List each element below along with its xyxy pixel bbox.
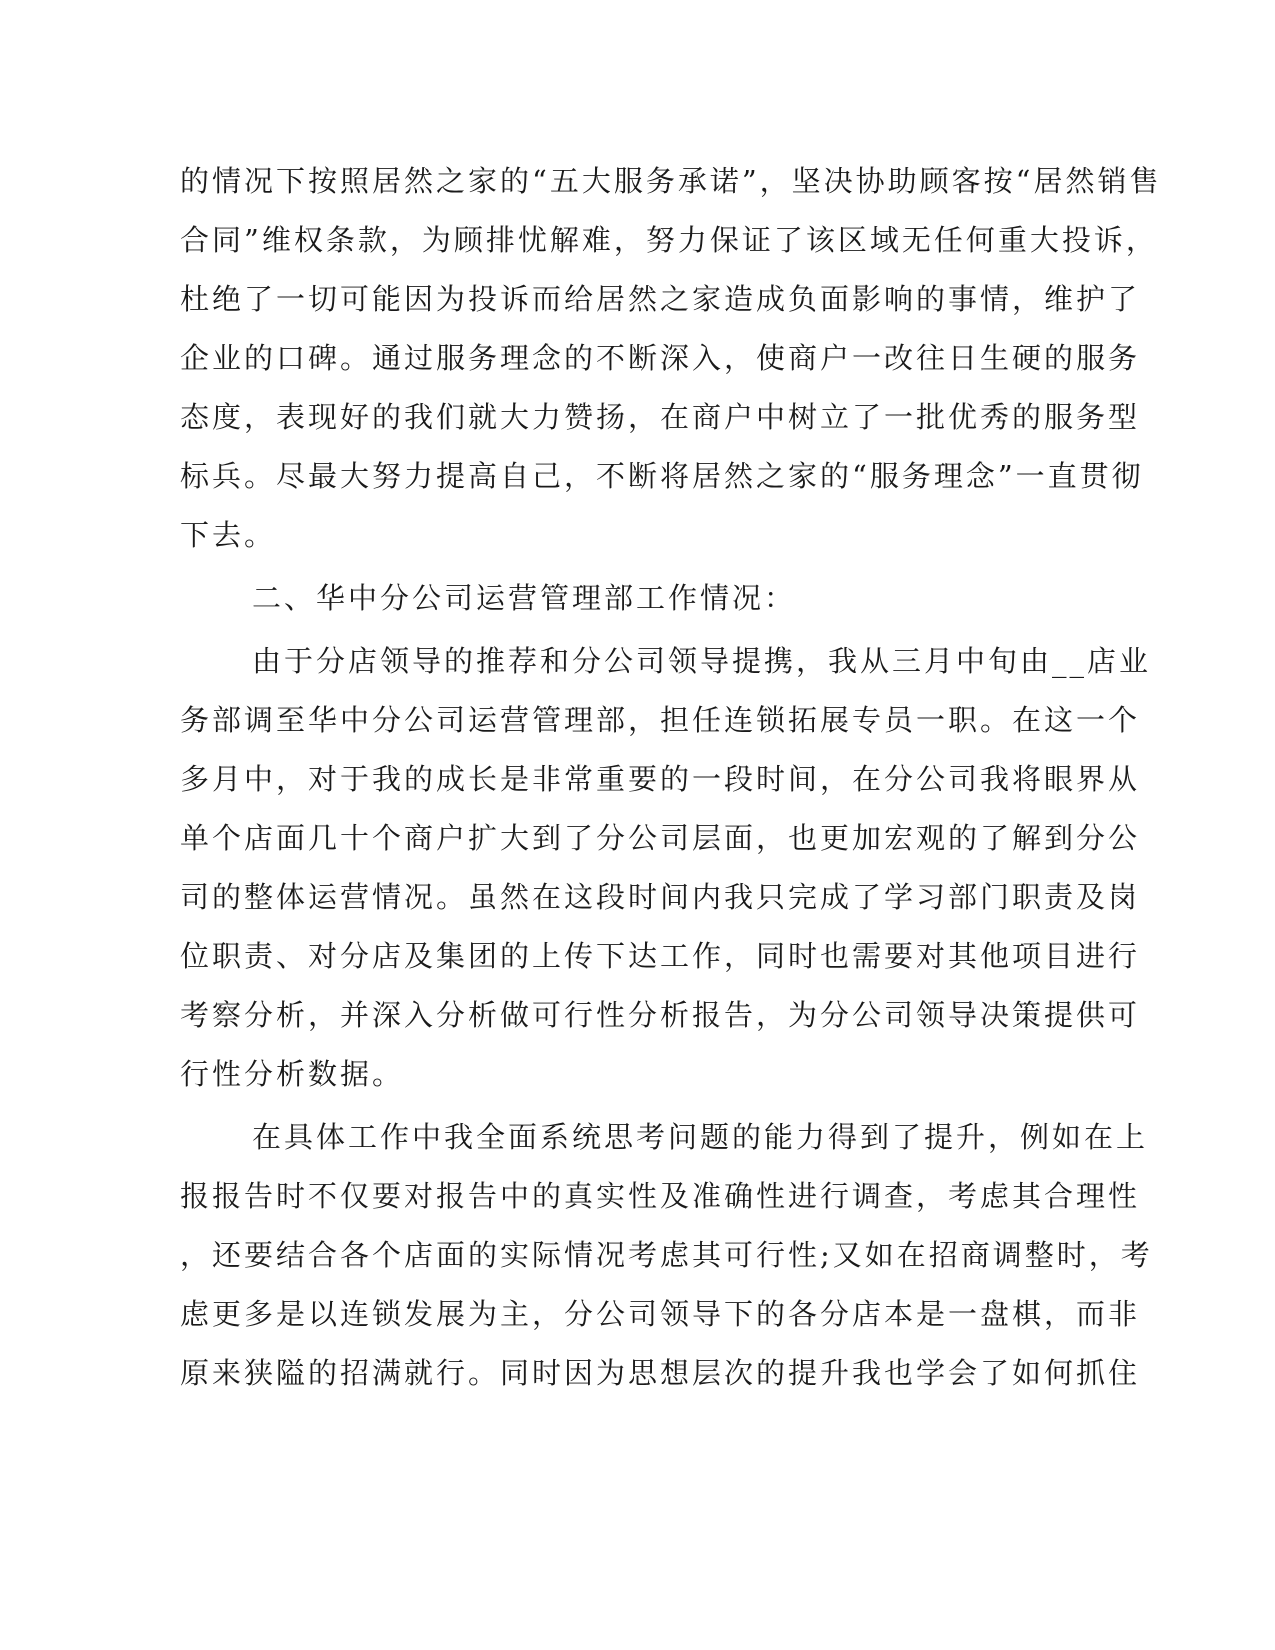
paragraph-line: 单个店面几十个商户扩大到了分公司层面，也更加宏观的了解到分公 — [180, 821, 1141, 855]
paragraph-line: 的情况下按照居然之家的“五大服务承诺”，坚决协助顾客按“居然销售 — [180, 164, 1162, 198]
section-heading: 二、华中分公司运营管理部工作情况： — [252, 581, 797, 615]
paragraph-line: 在具体工作中我全面系统思考问题的能力得到了提升，例如在上 — [252, 1120, 1149, 1154]
paragraph-line: 虑更多是以连锁发展为主，分公司领导下的各分店本是一盘棋，而非 — [180, 1297, 1141, 1331]
paragraph-line: 由于分店领导的推荐和分公司领导提携，我从三月中旬由__店业 — [252, 644, 1152, 678]
paragraph-line: 态度，表现好的我们就大力赞扬，在商户中树立了一批优秀的服务型 — [180, 400, 1141, 434]
paragraph-line: 下去。 — [180, 518, 277, 552]
paragraph-line: 务部调至华中分公司运营管理部，担任连锁拓展专员一职。在这一个 — [180, 703, 1141, 737]
paragraph-line: ，还要结合各个店面的实际情况考虑其可行性;又如在招商调整时，考 — [180, 1238, 1153, 1272]
paragraph-1 — [180, 152, 1162, 565]
paragraph-line: 标兵。尽最大努力提高自己，不断将居然之家的“服务理念”一直贯彻 — [180, 459, 1144, 493]
document-page — [180, 152, 1162, 1403]
paragraph-line: 合同”维权条款，为顾排忧解难，努力保证了该区域无任何重大投诉， — [180, 223, 1158, 257]
paragraph-2 — [180, 632, 1152, 1104]
paragraph-3 — [180, 1108, 1153, 1403]
paragraph-line: 报报告时不仅要对报告中的真实性及准确性进行调查，考虑其合理性 — [180, 1179, 1141, 1213]
paragraph-line: 企业的口碑。通过服务理念的不断深入，使商户一改往日生硬的服务 — [180, 341, 1141, 375]
paragraph-line: 位职责、对分店及集团的上传下达工作，同时也需要对其他项目进行 — [180, 939, 1141, 973]
paragraph-line: 杜绝了一切可能因为投诉而给居然之家造成负面影响的事情，维护了 — [180, 282, 1141, 316]
paragraph-line: 原来狭隘的招满就行。同时因为思想层次的提升我也学会了如何抓住 — [180, 1356, 1141, 1390]
paragraph-line: 行性分析数据。 — [180, 1057, 405, 1091]
paragraph-line: 司的整体运营情况。虽然在这段时间内我只完成了学习部门职责及岗 — [180, 880, 1141, 914]
paragraph-line: 多月中，对于我的成长是非常重要的一段时间，在分公司我将眼界从 — [180, 762, 1141, 796]
paragraph-line: 考察分析，并深入分析做可行性分析报告，为分公司领导决策提供可 — [180, 998, 1141, 1032]
